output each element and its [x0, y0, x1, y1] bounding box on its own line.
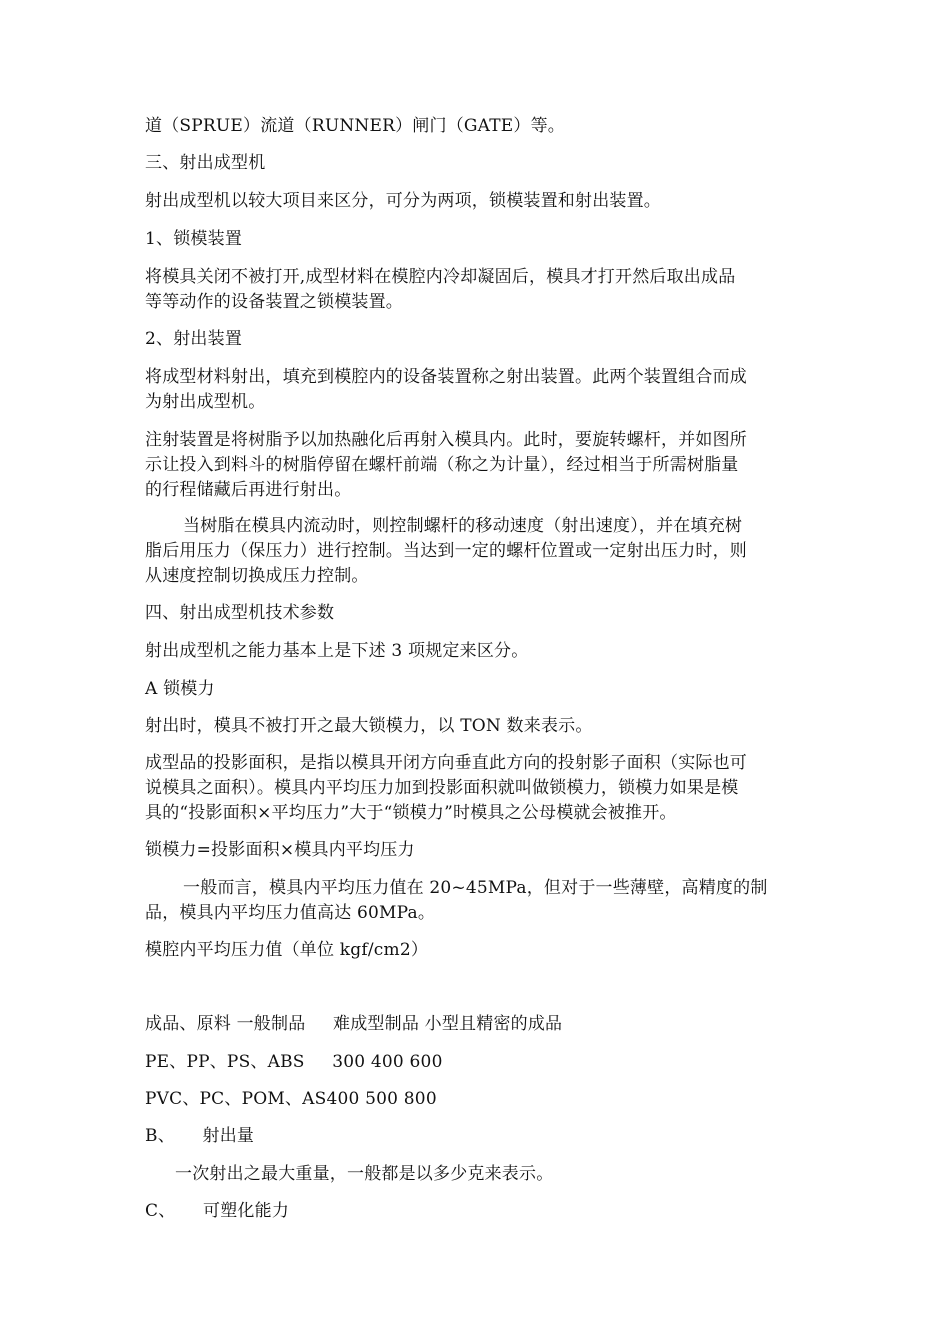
table-header-cell: 成品、原料: [145, 1014, 231, 1034]
text-line: 注射装置是将树脂予以加热融化后再射入模具内。此时，要旋转螺杆，并如图所: [145, 430, 747, 450]
table-header-cell: 难成型制品: [333, 1014, 420, 1034]
text-line: 一次射出之最大重量，一般都是以多少克来表示。: [175, 1164, 554, 1184]
text-line: 射出成型机之能力基本上是下述 3 项规定来区分。: [145, 641, 529, 661]
text-line: 一般而言，模具内平均压力值在 20~45MPa，但对于一些薄壁，高精度的制: [183, 878, 768, 898]
text-line: 将模具关闭不被打开,成型材料在模腔内冷却凝固后，模具才打开然后取出成品: [145, 267, 736, 287]
table-row: [145, 1049, 443, 1075]
subsection-heading: 1、锁模装置: [145, 229, 243, 249]
table-caption: 模腔内平均压力值（单位 kgf/cm2）: [145, 940, 429, 960]
section-label: 射出量: [202, 1126, 255, 1146]
table-cell-material: PVC、PC、POM、AS: [145, 1089, 327, 1109]
text-line: 的行程储藏后再进行射出。: [145, 480, 352, 500]
text-line: 当树脂在模具内流动时，则控制螺杆的移动速度（射出速度），并在填充树: [183, 516, 743, 536]
table-row: [145, 1086, 437, 1112]
section-letter: B、: [145, 1126, 175, 1146]
subsection-heading: [145, 1123, 254, 1149]
table-cell-values: 400 500 800: [326, 1089, 437, 1109]
table-header-cell: 一般制品: [236, 1014, 306, 1034]
text-line: 具的“投影面积×平均压力”大于“锁模力”时模具之公母模就会被推开。: [145, 803, 677, 823]
table-cell-values: 300 400 600: [332, 1052, 443, 1072]
text-line: 说模具之面积）。模具内平均压力加到投影面积就叫做锁模力，锁模力如果是模: [145, 778, 739, 798]
table-header-row: [145, 1011, 562, 1037]
text-line: 成型品的投影面积，是指以模具开闭方向垂直此方向的投射影子面积（实际也可: [145, 753, 747, 773]
text-line: 将成型材料射出，填充到模腔内的设备装置称之射出装置。此两个装置组合而成: [145, 367, 747, 387]
section-heading: 四、射出成型机技术参数: [145, 603, 335, 623]
text-line: 脂后用压力（保压力）进行控制。当达到一定的螺杆位置或一定射出压力时，则: [145, 541, 747, 561]
table-header-cell: 小型且精密的成品: [424, 1014, 563, 1034]
subsection-heading: 2、射出装置: [145, 329, 243, 349]
text-line: 为射出成型机。: [145, 392, 266, 412]
text-line: 从速度控制切换成压力控制。: [145, 566, 369, 586]
section-letter: C、: [145, 1201, 176, 1221]
text-line: 道（SPRUE）流道（RUNNER）闸门（GATE）等。: [145, 116, 565, 136]
section-label: 可塑化能力: [203, 1201, 290, 1221]
table-cell-material: PE、PP、PS、ABS: [145, 1052, 305, 1072]
text-line: 射出时，模具不被打开之最大锁模力，以 TON 数来表示。: [145, 716, 593, 736]
text-line: 品，模具内平均压力值高达 60MPa。: [145, 903, 436, 923]
formula-line: 锁模力=投影面积×模具内平均压力: [145, 840, 415, 860]
section-heading: 三、射出成型机: [145, 153, 266, 173]
text-line: 示让投入到料斗的树脂停留在螺杆前端（称之为计量），经过相当于所需树脂量: [145, 455, 739, 475]
text-line: 等等动作的设备装置之锁模装置。: [145, 292, 403, 312]
subsection-heading: A 锁模力: [145, 679, 215, 699]
subsection-heading: [145, 1198, 289, 1224]
text-line: 射出成型机以较大项目来区分，可分为两项，锁模装置和射出装置。: [145, 191, 661, 211]
